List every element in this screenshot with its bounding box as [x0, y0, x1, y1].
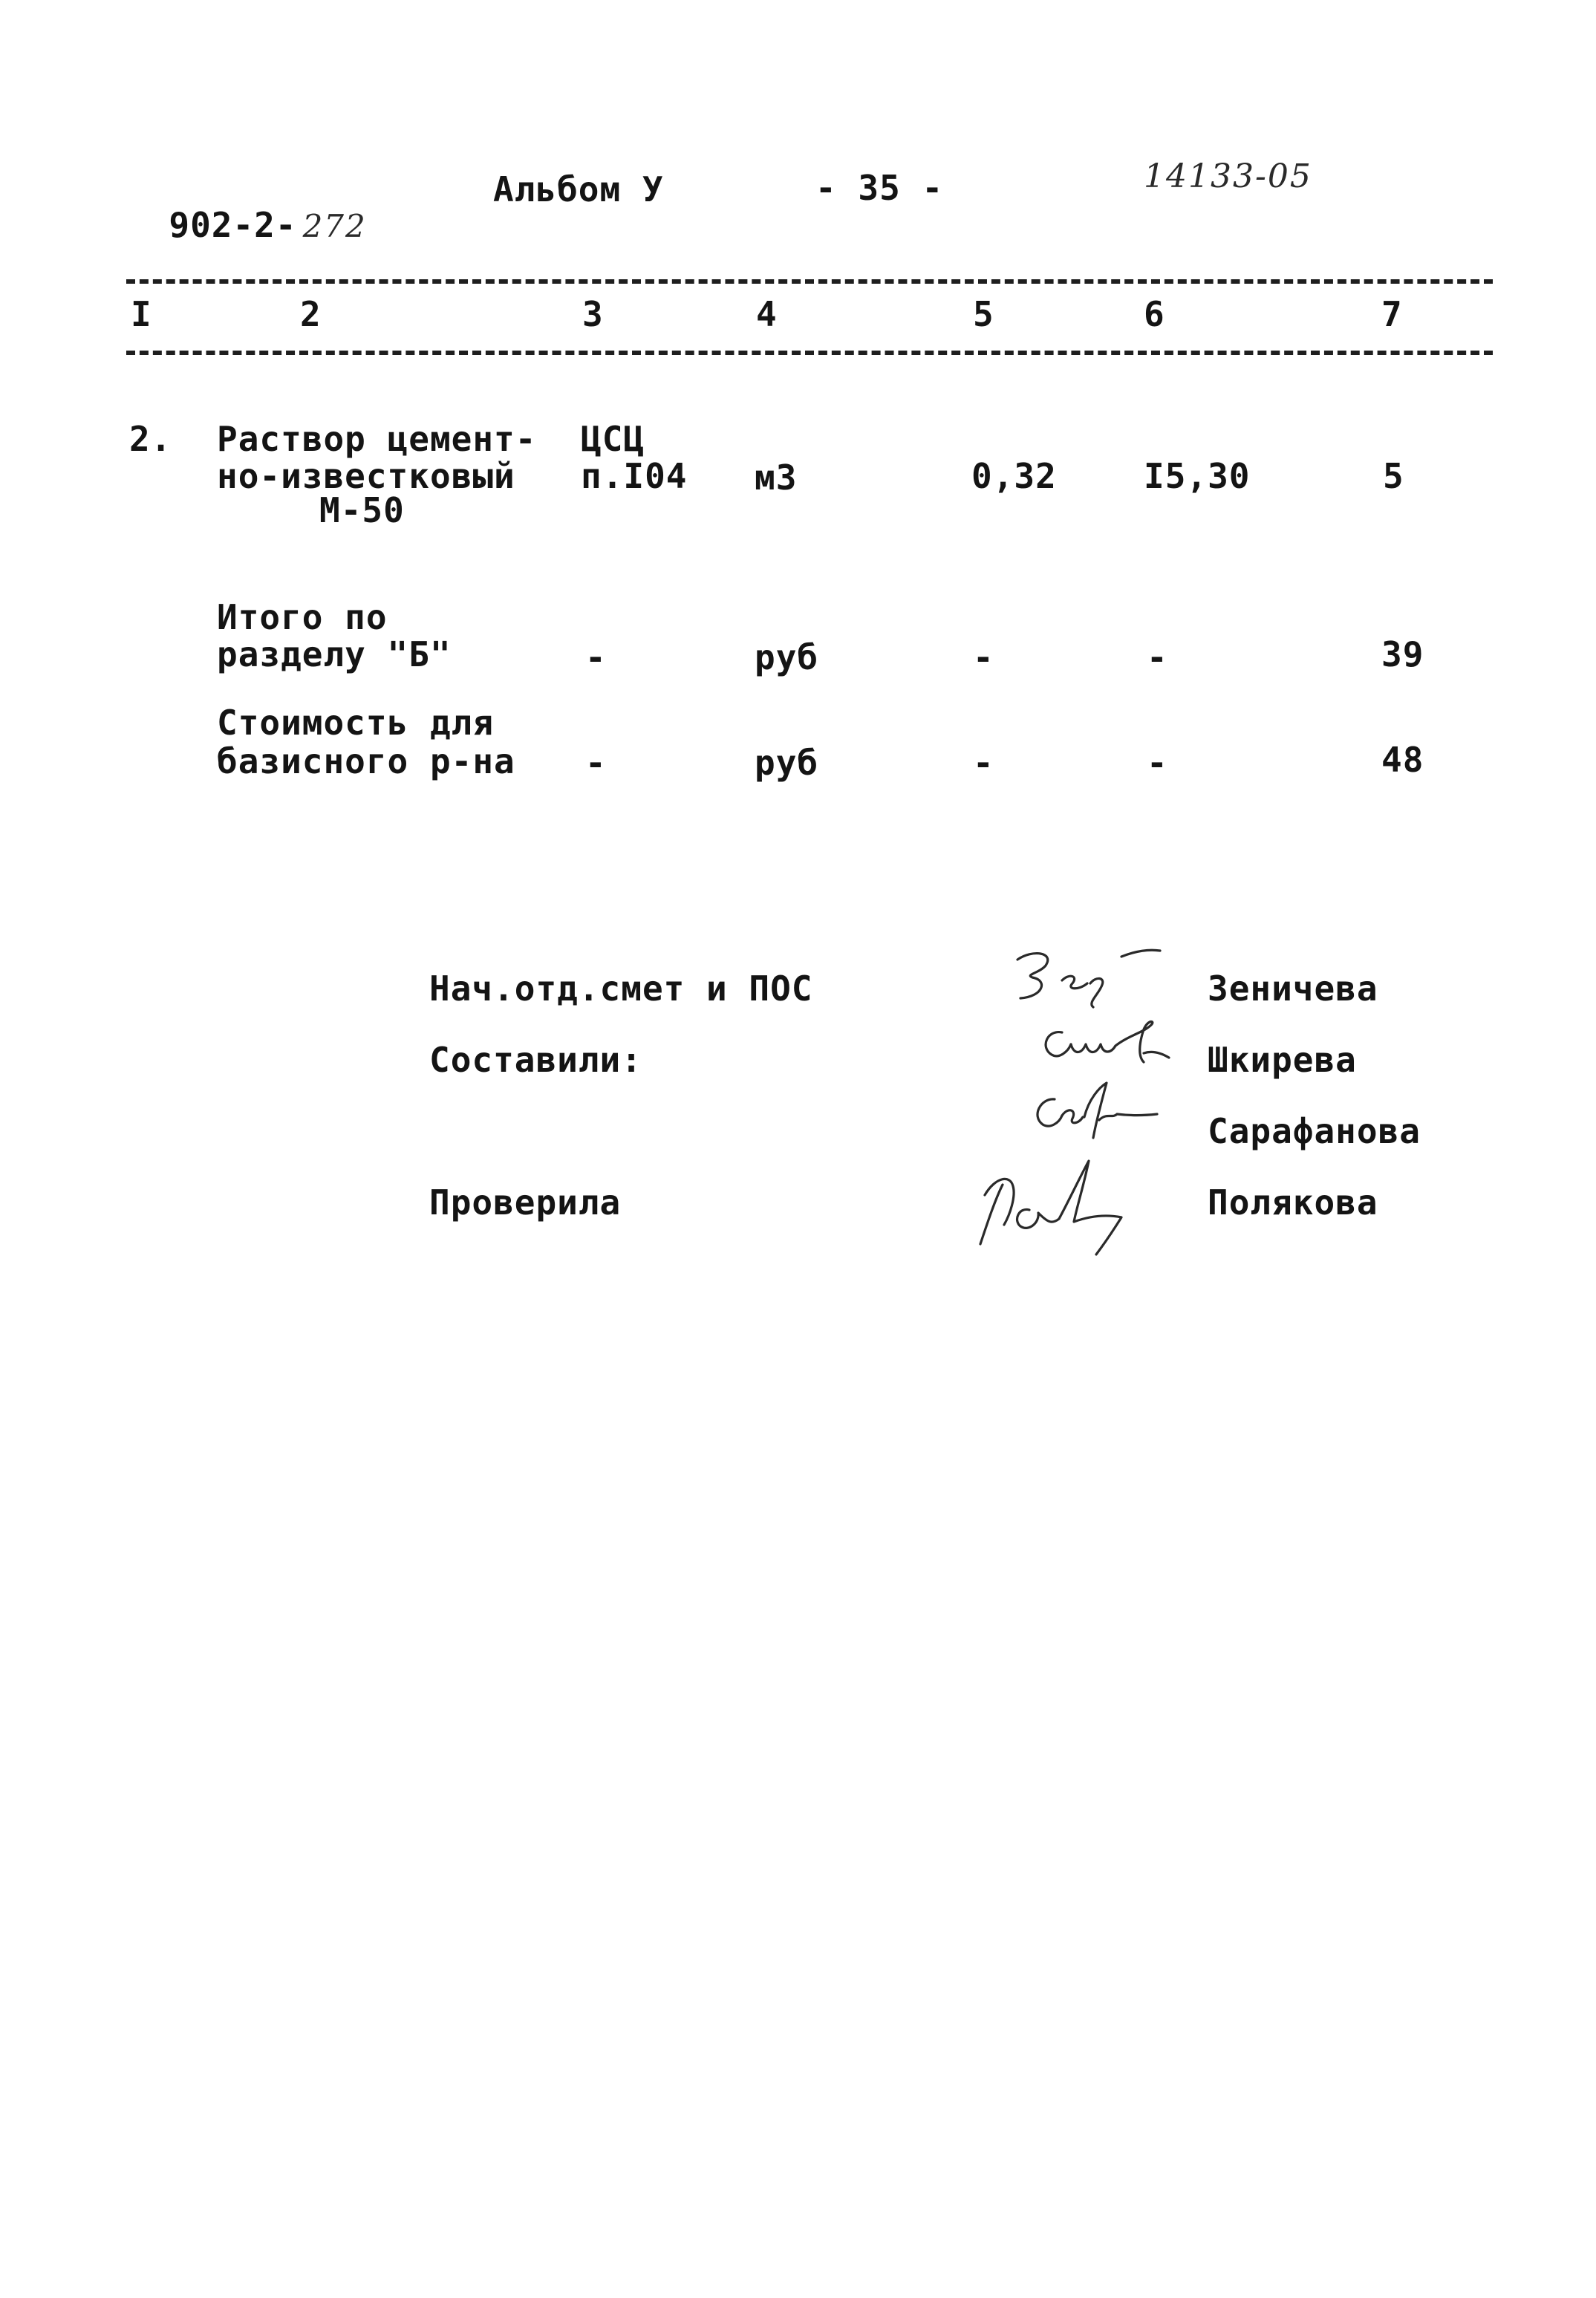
row-price: I5,30: [1144, 456, 1251, 496]
document-code-handwritten: 272: [302, 208, 367, 244]
row-ref-line-2: п.I04: [581, 456, 688, 496]
subtotal-unit: руб: [755, 637, 819, 677]
subtotal-price: -: [1147, 637, 1168, 677]
document-code-printed: 902-2-: [169, 205, 297, 245]
signature-sarafanova: [1025, 1077, 1173, 1144]
row-name-line-2: но-известковый: [217, 456, 515, 496]
album-label: Альбом У: [493, 169, 664, 209]
table-header-bottom-rule: [126, 351, 1493, 355]
handwritten-reference: 14133-05: [1144, 157, 1312, 195]
subtotal-total: 39: [1381, 634, 1424, 674]
signature-zenicheva: [1010, 943, 1188, 1010]
subtotal-name-line-1: Итого по: [217, 597, 388, 637]
table-top-rule: [126, 279, 1493, 284]
role-checked-by: Проверила: [429, 1182, 622, 1223]
column-header-6: 6: [1144, 294, 1165, 334]
signer-name-2: Шкирева: [1208, 1040, 1357, 1080]
column-header-5: 5: [973, 294, 994, 334]
role-compiled-by: Составили:: [429, 1040, 642, 1080]
base-cost-quantity: -: [973, 743, 994, 783]
column-header-3: 3: [582, 294, 604, 334]
row-name-line-3: М-50: [319, 490, 405, 530]
row-number: 2.: [129, 419, 172, 459]
column-header-2: 2: [300, 294, 322, 334]
signer-name-4: Полякова: [1208, 1182, 1378, 1223]
base-cost-price: -: [1147, 743, 1168, 783]
signature-polyakova: [965, 1148, 1159, 1259]
role-head-of-department: Нач.отд.смет и ПОС: [429, 969, 813, 1009]
row-unit: м3: [755, 458, 798, 498]
column-header-4: 4: [756, 294, 778, 334]
signer-name-3: Сарафанова: [1208, 1111, 1421, 1151]
signer-name-1: Зеничева: [1208, 969, 1378, 1009]
base-cost-unit: руб: [755, 743, 819, 783]
subtotal-name-line-2: разделу "Б": [217, 634, 452, 674]
base-cost-name-line-2: базисного р-на: [217, 741, 515, 781]
subtotal-ref: -: [585, 637, 607, 677]
row-quantity: 0,32: [971, 456, 1057, 496]
row-ref-line-1: ЦСЦ: [581, 419, 645, 459]
subtotal-quantity: -: [973, 637, 994, 677]
column-header-1: I: [131, 294, 152, 334]
base-cost-name-line-1: Стоимость для: [217, 703, 495, 743]
page-number: - 35 -: [815, 168, 944, 208]
row-name-line-1: Раствор цемент-: [217, 419, 537, 459]
base-cost-total: 48: [1381, 740, 1424, 780]
column-header-7: 7: [1381, 294, 1403, 334]
base-cost-ref: -: [585, 743, 607, 783]
document-code: [126, 169, 367, 245]
signature-shkireva: [1032, 1010, 1211, 1077]
row-total: 5: [1383, 456, 1404, 496]
